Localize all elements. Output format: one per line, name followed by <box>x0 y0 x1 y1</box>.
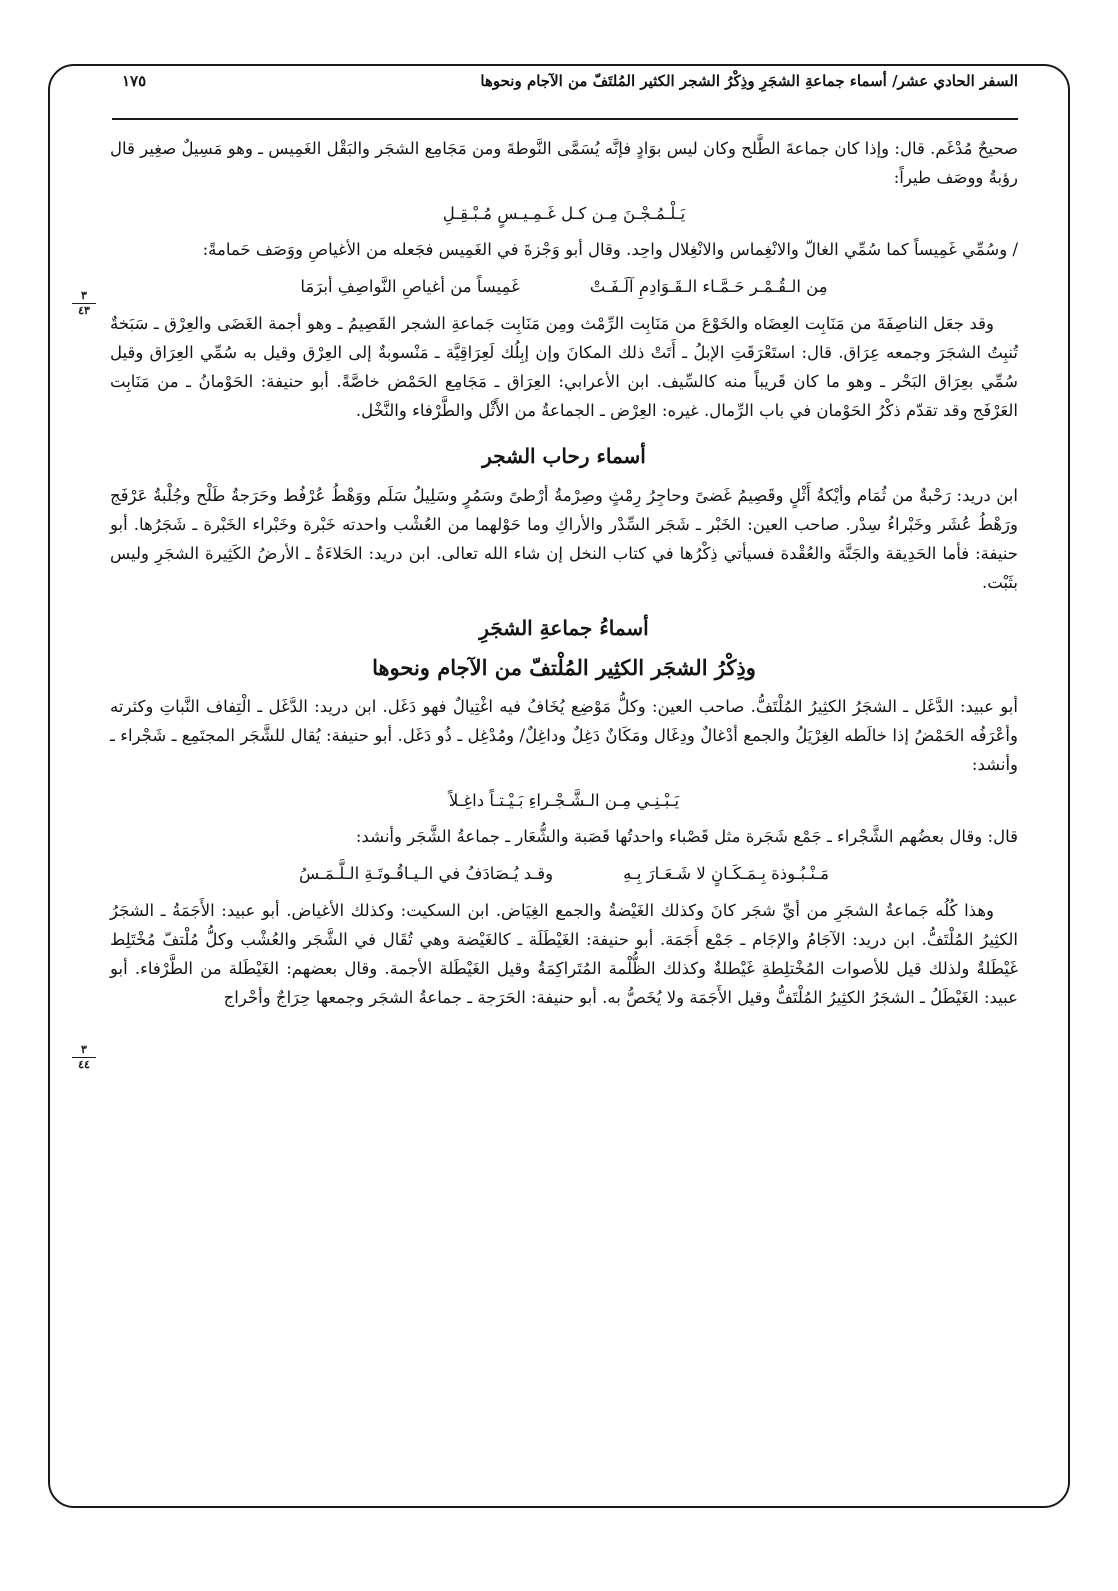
running-title: السفر الحادي عشر/ أسماء جماعةِ الشجَرِ وذِكْرُ الشجر الكثير المُلتَفّ من الآجام ونحوها <box>480 72 1018 90</box>
paragraph-3: وقد جعَل الناصِفَةَ من مَنَابِت العِضَاه والخَوْعَ من مَنَابِت الرِّمْث ومِن مَنَابِت جَماعةِ الشجر القَصِيمُ ـ وهو أجمة الغَضَى والعِرْق ـ سَبَخةٌ تُنبِتُ الشجَرَ وجمعه عِرَاق. قال: استَعْرَقَتِ الإبلُ ـ أَتَتْ ذلك المكانَ وإن إبِلُك لَعِرَاقِيَّة ـ مَنْسوبةٌ إلى العِرْق وقيل به سُمِّي العِرَاق وقيل سُمِّي بعِرَاق البَحْر ـ وهو ما كان قَريباً منه كالسِّيف. ابن الأعرابي: العِرَاق ـ مَجَامِع الحَمْض خاصَّةً. أبو حنيفة: الحَوْمانُ ـ من مَنَابِت العَرْفَج وقد تقدّم ذكْرُ الحَوْمان في باب الرِّمال. غيره: العِرْض ـ الجماعةُ من الأَثْل والطَّرْفاء والنَّخْل. <box>110 314 1018 420</box>
page-body <box>110 134 1018 1012</box>
paragraph-4: ابن دريد: رَحْبةٌ من ثُمَام وأيْكةُ أَثْلٍ وقَصِيمُ غَضىً وحاجِرُ رِمْثٍ وصِرْمةُ أرْطىً وسَمُرٍ وسَلِيلُ سَلَم ووَهْطُ عُرْفُط وحَرَجةُ طَلْح وجُلْبةُ عَرْفَج ورَهْطُ عُشَر وخَبْراءُ سِدْر. صاحب العين: الخَبْر ـ شَجَر السِّدْر والأراكِ وما حَوْلهما من العُشْب واحدته خَبْرة وخَبْراء الخَبْرة ـ شَجَرُها. أبو حنيفة: فأما الحَدِيقة والجَنَّة والعُقْدة فسيأتي ذِكْرُها في كتاب النخل إن شاء الله تعالى. ابن دريد: الحَلاءَةُ ـ الأرضُ الكَثِيرة الشجَرِ وليس بثَبْت. <box>110 486 1018 592</box>
margin-ref-volume: ٣ <box>81 1043 87 1056</box>
section-heading-3: وذِكْرُ الشجَر الكثِير المُلْتفّ من الآجام ونحوها <box>372 655 756 680</box>
verse-hemistich-second: غَمِيساً من أغياصِ النَّواصِفِ أبرَمَا <box>300 277 520 296</box>
margin-ref-page: ٤٤ <box>78 1058 90 1071</box>
paragraph-6: قال: وقال بعضُهم الشَّجْراء ـ جَمْع شَجَرة مثل قَصْباء واحدتُها قَصَبة والشُّعَار ـ جماعةُ الشَّجَر وأنشد: <box>355 827 1018 846</box>
section-heading-2: أسماءُ جماعةِ الشجَرِ <box>479 616 649 640</box>
margin-ref-volume: ٣ <box>81 289 87 302</box>
verse-line-3: يَـبْـنِـي مِـن الـشَّـجْـراءِ بَـيْـتـاً داغِـلاً <box>448 791 680 810</box>
verse-hemistich-first: مَـنْـبُـوذة بِـمَـكَـانٍ لا شَـعَـارَ بِـهِ <box>623 864 829 883</box>
paragraph-7: وهذا كُلُه جَماعةُ الشجَرِ من أيِّ شجَر كانَ وكذلك الغَيْضةُ والجمع الغِيَاض. ابن السكيت: وكذلك الأغياض. أبو عبيد: الأَجَمَةُ ـ الشجَرُ الكثِيرُ المُلْتَفُّ. ابن دريد: الآجَامُ والإجَام ـ جَمْع أَجَمَة. أبو حنيفة: الغَيْطَلَة ـ كالغَيْضة وهي تُقَال في الشَّجَر والعُشْب وكلُّ مُلْتفّ مُخْتَلِط غَيْطَلةٌ ولذلك قيل للأصوات المُخْتلِطةِ غَيْطلةٌ وكذلك الظُّلْمة المُتَراكِمَةُ وقيل الغَيْطَلة الأجمة. وقال بعضهم: الغَيْطَلة من الطَّرْفاء. أبو عبيد: الغَيْطَلُ ـ الشجَرُ الكثِيرُ المُلْتَفُّ وقيل الأَجَمَة ولا يُخَصُّ به. أبو حنيفة: الحَرَجة ـ جماعةُ الشجَر وجمعها حِرَاجٌ وأحْراج <box>110 901 1018 1007</box>
paragraph-2: / وسُمِّي غَمِيساً كما سُمِّي الغالّ والانْغِماس والانْغِلال واحِد. وقال أبو وَجْزةَ في الغَمِيس فجَعله من الأغياصِ ووَصَف حَمامةً: <box>202 240 1018 259</box>
verse-line-2 <box>110 272 1018 301</box>
verse-line-4 <box>110 859 1018 888</box>
header-rule <box>112 118 1018 120</box>
paragraph-5: أبو عبيد: الدَّغَل ـ الشجَرُ الكثِيرُ المُلْتَفُّ. صاحب العين: وكلُّ مَوْضِع يُخَافُ فيه اغْتِيالٌ فهو دَغَل. ابن دريد: الدَّغَل ـ الْتِفاف النَّباتِ وكثرته وأعْرَفُه الحَمْضُ إذا خالَطه الغِرْيَلُ والجمع أدْغالٌ ودِغَال ومَكَانٌ دَغِلٌ وداغِلٌ/ ومُدْغِل ـ ذُو دَغَل. أبو حنيفة: يُقال للشَّجَر المجتَمِع ـ شَجْراء ـ وأنشد: <box>110 697 1018 774</box>
margin-ref-page: ٤٣ <box>78 304 90 317</box>
verse-line-1: يَـلْـمُـجْـنَ مِـن كـل غَـمِـيـسٍ مُـبْـقِـلِ <box>442 204 686 223</box>
margin-reference-1 <box>72 290 96 317</box>
margin-reference-2 <box>72 1044 96 1071</box>
verse-hemistich-first: مِن الـقُـمْـر حَـمَّـاء الـقَـوَادِمِ آلَـفَـتْ <box>589 277 828 296</box>
section-heading-1: أسماء رحاب الشجر <box>482 444 646 468</box>
paragraph-1: صحيحٌ مُدْغَم. قال: وإذا كان جماعةَ الطَّلح وكان ليس بوَادٍ فإنَّه يُسَمَّى النَّوطةَ ومن مَجَامِع الشجَر والبَقْل الغَمِيس ـ وهو مَسِيلٌ صغِير قال رؤبةُ ووصَف طيراً: <box>110 139 1018 187</box>
running-header <box>100 72 1018 98</box>
page-number: ١٧٥ <box>122 72 147 90</box>
verse-hemistich-second: وقـد يُـصَادَفُ في الـيـاقُـوتَـةِ الـلَّـمَـسُ <box>299 864 554 883</box>
